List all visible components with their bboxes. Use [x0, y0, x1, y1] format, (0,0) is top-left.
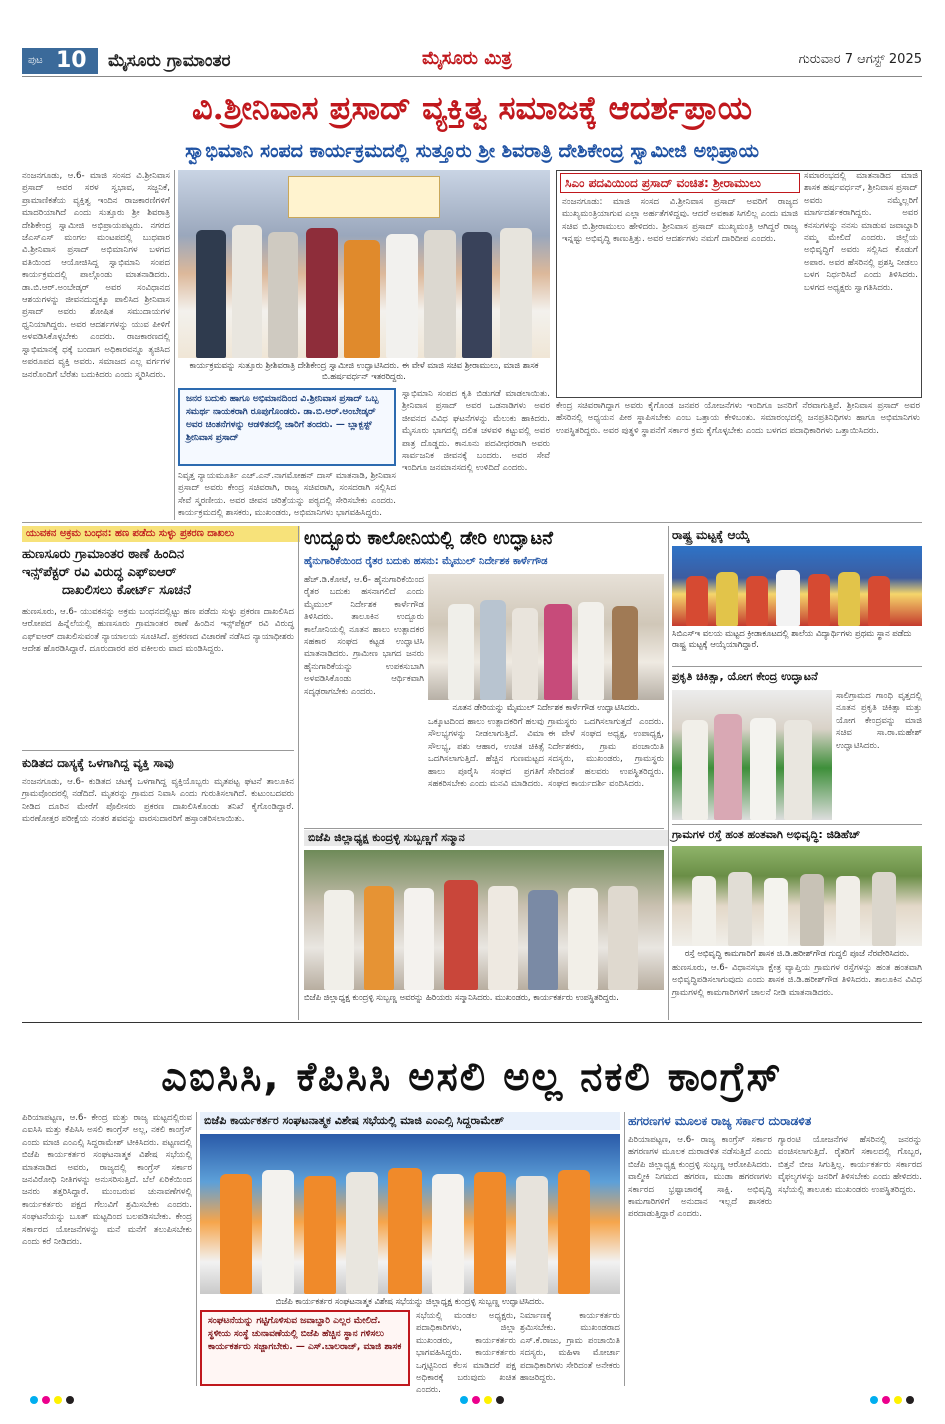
photo-person [714, 714, 742, 820]
cyan-dot [30, 1396, 38, 1404]
dairy-text-3: ಗ್ರಾಮಸ್ಥರು ಒದಗಿಸಲಾಗುತ್ತದೆ ಎಂದರು. ಈ ವೇಳೆ ಸಂಘದ ಅಧ್ಯಕ್ಷ, ಉಪಾಧ್ಯಕ್ಷ, ನಿರ್ದೇಶಕರು, ಗ್ರಾಮ ಪಂಚಾಯಿತಿ ಸದಸ್ಯರು, ಮುಖಂಡರು, ಗ್ರಾಮಸ್ಥರು ಸೇರಿದಂತೆ ಹಲವರು ಉಪಸ್ಥಿತರಿದ್ದರು. ಸಂಘದ ಕಾರ್ಯದರ್ಶಿ ವಂದಿಸಿದರು. [548, 717, 664, 790]
column-rule [298, 526, 299, 1020]
photo-person [516, 1176, 548, 1294]
lead-subheadline: ಸ್ವಾಭಿಮಾನಿ ಸಂಪದ ಕಾರ್ಯಕ್ರಮದಲ್ಲಿ ಸುತ್ತೂರು ಶ್ರೀ ಶಿವರಾತ್ರಿ ದೇಶಿಕೇಂದ್ರ ಸ್ವಾಮೀಜಿ ಅಭಿಪ್ರಾಯ [185, 140, 759, 162]
photo-person [784, 720, 812, 820]
column-rule [174, 170, 175, 520]
issue-date: ಗುರುವಾರ 7 ಆಗಸ್ಟ್ 2025 [798, 52, 922, 67]
photo-person [608, 886, 638, 990]
side-box-text: ನಂಜನಗೂಡು: ಮಾಜಿ ಸಂಸದ ವಿ.ಶ್ರೀನಿವಾಸ ಪ್ರಸಾದ್ ಅವರಿಗೆ ರಾಜ್ಯದ ಮುಖ್ಯಮಂತ್ರಿಯಾಗುವ ಎಲ್ಲಾ ಅರ್ಹತೆಗಳಿದ್ದವು. ಆದರೆ ಅವಕಾಶ ಸಿಗಲಿಲ್ಲ ಎಂದು ಮಾಜಿ ಸಚಿವ ಬಿ.ಶ್ರೀರಾಮುಲು ಹೇಳಿದರು. ಶ್ರೀನಿವಾಸ ಪ್ರಸಾದ್ ಮುಖ್ಯಮಂತ್ರಿ ಆಗಿದ್ದರೆ ರಾಜ್ಯ ಇನ್ನಷ್ಟು ಅಭಿವೃದ್ಧಿ ಕಾಣುತ್ತಿತ್ತು. ಅವರ ಆದರ್ಶಗಳು ನಮಗೆ ದಾರಿದೀಪ ಎಂದರು. [562, 197, 798, 245]
photo-person [388, 1168, 422, 1294]
scam-text-1: ಪಿರಿಯಾಪಟ್ಟಣ, ಆ.6- ರಾಜ್ಯ ಕಾಂಗ್ರೆಸ್ ಸರ್ಕಾರ ಹಗರಣಗಳ ಮೂಲಕ ದುರಾಡಳಿತ ನಡೆಸುತ್ತಿದೆ ಎಂದು ಬಿಜೆಪಿ ಜಿಲ್ಲಾಧ್ಯಕ್ಷ ಕುಂದ್ರಳ್ಳಿ ಸುಬ್ಬಣ್ಣ ಆರೋಪಿಸಿದರು. ವಾಲ್ಮೀಕಿ ನಿಗಮದ ಹಗರಣ, ಮುಡಾ ಹಗರಣಗಳು ಸರ್ಕಾರದ ಭ್ರಷ್ಟಾಚಾರಕ್ಕೆ ಸಾಕ್ಷಿ. ಅಭಿವೃದ್ಧಿ ಕಾಮಗಾರಿಗಳಿಗೆ ಅನುದಾನ ಇಲ್ಲದೆ ಶಾಸಕರು ಪರದಾಡುತ್ತಿದ್ದಾರೆ ಎಂದರು. [628, 1135, 772, 1220]
scam-headline: ಹಗರಣಗಳ ಮೂಲಕ ರಾಜ್ಯ ಸರ್ಕಾರ ದುರಾಡಳಿತ [628, 1114, 812, 1128]
page-number: 10 [56, 48, 87, 73]
lead-column-5: ಸಮಾರಂಭದಲ್ಲಿ ಮಾತನಾಡಿದ ಮಾಜಿ ಶಾಸಕ ಹರ್ಷವರ್ಧನ್, ಶ್ರೀನಿವಾಸ ಪ್ರಸಾದ್ ಅವರು ನಮ್ಮೆಲ್ಲರಿಗೆ ಮಾರ್ಗದರ್ಶಕರಾಗಿದ್ದರು. ಅವರ ಕನಸುಗಳನ್ನು ನನಸು ಮಾಡುವ ಜವಾಬ್ದಾರಿ ನಮ್ಮ ಮೇಲಿದೆ ಎಂದರು. ಜಿಲ್ಲೆಯ ಅಭಿವೃದ್ಧಿಗೆ ಅವರು ಸಲ್ಲಿಸಿದ ಕೊಡುಗೆ ಅಪಾರ. ಅವರ ಹೆಸರಿನಲ್ಲಿ ಪ್ರಶಸ್ತಿ ನೀಡಲು ಬಳಗ ನಿರ್ಧರಿಸಿದೆ ಎಂದು ತಿಳಿಸಿದರು. ಬಳಗದ ಅಧ್ಯಕ್ಷರು ಸ್ವಾಗತಿಸಿದರು. [804, 171, 918, 293]
section-rule [304, 828, 664, 829]
black-dot [906, 1396, 914, 1404]
photo-person [432, 1174, 464, 1294]
death-text: ನಂಜನಗೂಡು, ಆ.6- ಕುಡಿತದ ಚಟಕ್ಕೆ ಒಳಗಾಗಿದ್ದ ವ್ಯಕ್ತಿಯೊಬ್ಬರು ಮೃತಪಟ್ಟ ಘಟನೆ ತಾಲೂಕಿನ ಗ್ರಾಮವೊಂದರಲ್ಲಿ ನಡೆದಿದೆ. ಮೃತರನ್ನು ಗ್ರಾಮದ ನಿವಾಸಿ ಎಂದು ಗುರುತಿಸಲಾಗಿದೆ. ಕುಟುಂಬದವರು ನೀಡಿದ ದೂರಿನ ಮೇರೆಗೆ ಪೊಲೀಸರು ಪ್ರಕರಣ ದಾಖಲಿಸಿಕೊಂಡು ತನಿಖೆ ಕೈಗೊಂಡಿದ್ದಾರೆ. ಮರಣೋತ್ತರ ಪರೀಕ್ಷೆಯ ನಂತರ ಶವವನ್ನು ವಾರಸುದಾರರಿಗೆ ಹಸ್ತಾಂತರಿಸಲಾಯಿತು. [22, 777, 294, 825]
death-headline: ಕುಡಿತದ ದಾಸ್ಯಕ್ಕೆ ಒಳಗಾಗಿದ್ದ ವ್ಯಕ್ತಿ ಸಾವು [22, 756, 174, 770]
road-photo [672, 846, 922, 946]
black-dot [496, 1396, 504, 1404]
road-text: ಹುಣಸೂರು, ಆ.6- ವಿಧಾನಸಭಾ ಕ್ಷೇತ್ರ ವ್ಯಾಪ್ತಿಯ ಗ್ರಾಮಗಳ ರಸ್ತೆಗಳನ್ನು ಹಂತ ಹಂತವಾಗಿ ಅಭಿವೃದ್ಧಿಪಡಿಸಲಾಗುವುದು ಎಂದು ಶಾಸಕ ಜಿ.ಡಿ.ಹರೀಶ್‌ಗೌಡ ತಿಳಿಸಿದರು. ತಾಲೂಕಿನ ವಿವಿಧ ಗ್ರಾಮಗಳಲ್ಲಿ ಕಾಮಗಾರಿಗಳಿಗೆ ಚಾಲನೆ ನೀಡಿ ಮಾತನಾಡಿದರು. [672, 963, 922, 998]
photo-person [836, 876, 860, 946]
lead-photo [178, 170, 550, 358]
yellow-dot [894, 1396, 902, 1404]
photo-person [346, 1172, 378, 1294]
photo-person [728, 872, 752, 946]
section-title: ಮೈಸೂರು ಗ್ರಾಮಾಂತರ [108, 51, 231, 71]
photo-person [448, 604, 474, 700]
photo-person [808, 574, 830, 626]
photo-person [746, 576, 768, 626]
photo-person [474, 1172, 506, 1294]
congress-headline: ಎಐಸಿಸಿ, ಕೆಪಿಸಿಸಿ ಅಸಲಿ ಅಲ್ಲ ನಕಲಿ ಕಾಂಗ್ರೆಸ್ [161, 1054, 783, 1100]
photo-person [764, 878, 788, 946]
crime-headline-1: ಹುಣಸೂರು ಗ್ರಾಮಾಂತರ ಠಾಣೆ ಹಿಂದಿನ [22, 547, 185, 562]
photo-person [716, 572, 738, 626]
magenta-dot [882, 1396, 890, 1404]
photo-person [344, 240, 380, 358]
photo-person [578, 602, 604, 700]
dairy-photo [428, 574, 664, 700]
congress-column-3: ನಿರ್ಮಾಣಕ್ಕೆ ಕಾರ್ಯಕರ್ತರು ಶ್ರಮಿಸಬೇಕು. ಮುಖಂಡರಾದ ಎಸ್.ಕೆ.ರಾಜು, ಗ್ರಾಮ ಪಂಚಾಯಿತಿ ಸದಸ್ಯರು, ಮಹಿಳಾ ಮೋರ್ಚಾ ಪದಾಧಿಕಾರಿಗಳು ಸೇರಿದಂತೆ ಅನೇಕರು ಹಾಜರಿದ್ದರು. [520, 1311, 620, 1384]
photo-person [512, 608, 538, 700]
column-rule [668, 526, 669, 1020]
lead-headline: ವಿ.ಶ್ರೀನಿವಾಸ ಪ್ರಸಾದ್ ವ್ಯಕ್ತಿತ್ವ ಸಮಾಜಕ್ಕೆ ಆದರ್ಶಪ್ರಾಯ [191, 89, 753, 127]
stage-banner [288, 176, 440, 218]
photo-person [268, 232, 298, 358]
page-word: ಪುಟ [28, 55, 43, 66]
photo-person [776, 570, 800, 626]
dairy-photo-caption: ನೂತನ ಡೇರಿಯನ್ನು ಮೈಮುಲ್ ನಿರ್ದೇಶಕ ಕಾರ್ಳೆಗೌಡ ಉದ್ಘಾಟಿಸಿದರು. [452, 702, 640, 712]
section-rule [22, 750, 294, 751]
photo-person [424, 230, 456, 358]
scam-text-2: ಗ್ಯಾರಂಟಿ ಯೋಜನೆಗಳ ಹೆಸರಿನಲ್ಲಿ ಜನರನ್ನು ವಂಚಿಸಲಾಗುತ್ತಿದೆ. ರೈತರಿಗೆ ಸಕಾಲದಲ್ಲಿ ಗೊಬ್ಬರ, ಬಿತ್ತನೆ ಬೀಜ ಸಿಗುತ್ತಿಲ್ಲ. ಕಾರ್ಯಕರ್ತರು ಸರ್ಕಾರದ ವೈಫಲ್ಯಗಳನ್ನು ಜನರಿಗೆ ತಿಳಿಸಬೇಕು ಎಂದು ಹೇಳಿದರು. ಸಭೆಯಲ್ಲಿ ತಾಲೂಕು ಮುಖಂಡರು ಉಪಸ್ಥಿತರಿದ್ದರು. [778, 1135, 922, 1195]
photo-person [220, 1174, 252, 1294]
photo-person [386, 234, 418, 358]
photo-person [500, 228, 532, 358]
magenta-dot [472, 1396, 480, 1404]
photo-person [404, 888, 434, 990]
black-dot [66, 1396, 74, 1404]
photo-person [196, 230, 226, 358]
photo-person [444, 880, 478, 990]
column-rule [624, 1112, 625, 1386]
sports-headline: ರಾಷ್ಟ್ರ ಮಟ್ಟಕ್ಕೆ ಆಯ್ಕೆ [672, 528, 750, 542]
congress-quote: ಸಂಘಟನೆಯನ್ನು ಗಟ್ಟಿಗೊಳಿಸುವ ಜವಾಬ್ದಾರಿ ಎಲ್ಲರ ಮೇಲಿದೆ. ಸ್ಥಳೀಯ ಸಂಸ್ಥೆ ಚುನಾವಣೆಯಲ್ಲಿ ಬಿಜೆಪಿ ಹೆಚ್ಚಿನ ಸ್ಥಾನ ಗಳಿಸಲು ಕಾರ್ಯಕರ್ತರು ಸಜ್ಜಾಗಬೇಕು. — ಎಸ್.ಬಾಲರಾಜ್, ಮಾಜಿ ಶಾಸಕ [200, 1310, 410, 1386]
column-rule [196, 1112, 197, 1386]
photo-person [544, 604, 572, 700]
congress-subheadline: ಬಿಜೆಪಿ ಕಾರ್ಯಕರ್ತರ ಸಂಘಟನಾತ್ಮಕ ವಿಶೇಷ ಸಭೆಯಲ್ಲಿ ಮಾಜಿ ಎಂಎಲ್ಸಿ ಸಿದ್ದರಾಮೇಶ್ [200, 1112, 620, 1130]
lead-quote: ಜನರ ಬದುಕು ಹಾಗೂ ಅಭಿಮಾನದಿಂದ ವಿ.ಶ್ರೀನಿವಾಸ ಪ್ರಸಾದ್ ಒಬ್ಬ ಸಮರ್ಥ ನಾಯಕರಾಗಿ ರೂಪುಗೊಂಡರು. ಡಾ.ಬಿ.ಆರ್.ಅಂಬೇಡ್ಕರ್ ಅವರ ಚಿಂತನೆಗಳನ್ನು ಆಡಳಿತದಲ್ಲಿ ಜಾರಿಗೆ ತಂದರು. — ಬ್ಲಾಕ್ಬಸ್ಟ್ ಶ್ರೀನಿವಾಸ ಪ್ರಸಾದ್ [178, 388, 396, 466]
magenta-dot [42, 1396, 50, 1404]
section-rule [672, 666, 922, 667]
yoga-text: ಸಾಲಿಗ್ರಾಮದ ಗಾಂಧಿ ವೃತ್ತದಲ್ಲಿ ನೂತನ ಪ್ರಕೃತಿ ಚಿಕಿತ್ಸಾ ಮತ್ತು ಯೋಗ ಕೇಂದ್ರವನ್ನು ಮಾಜಿ ಸಚಿವ ಸಾ.ರಾ.ಮಹೇಶ್ ಉದ್ಘಾಟಿಸಿದರು. [836, 691, 922, 751]
photo-person [480, 600, 506, 700]
newspaper-logo: ಮೈಸೂರು ಮಿತ್ರ [422, 48, 512, 69]
photo-person [612, 606, 638, 700]
photo-person [750, 718, 776, 820]
cyan-dot [460, 1396, 468, 1404]
photo-person [558, 1170, 590, 1294]
photo-person [364, 886, 394, 990]
photo-person [800, 874, 824, 946]
photo-person [838, 572, 860, 626]
section-rule [22, 522, 922, 523]
photo-person [304, 1176, 336, 1294]
photo-person [232, 225, 262, 358]
dairy-headline: ಉದ್ಬೂರು ಕಾಲೋನಿಯಲ್ಲಿ ಡೇರಿ ಉದ್ಘಾಟನೆ [304, 528, 553, 549]
section-rule [22, 1022, 922, 1023]
cyan-dot [870, 1396, 878, 1404]
lead-column-4: ಕೇಂದ್ರ ಸಚಿವರಾಗಿದ್ದಾಗ ಅವರು ಕೈಗೊಂಡ ಜನಪರ ಯೋಜನೆಗಳು ಇಂದಿಗೂ ಜನರಿಗೆ ನೆರವಾಗುತ್ತಿವೆ. ಶ್ರೀನಿವಾಸ ಪ್ರಸಾದ್ ಅವರ ಹೆಸರಿನಲ್ಲಿ ಅಧ್ಯಯನ ಪೀಠ ಸ್ಥಾಪಿಸಬೇಕು ಎಂಬ ಒತ್ತಾಯ ಕೇಳಿಬಂತು. ಸಮಾರಂಭದಲ್ಲಿ ಜನಪ್ರತಿನಿಧಿಗಳು ಹಾಗೂ ಅಭಿಮಾನಿಗಳು ಉಪಸ್ಥಿತರಿದ್ದರು. ಅವರ ಪುತ್ಥಳಿ ಸ್ಥಾಪನೆಗೆ ಸರ್ಕಾರ ಕ್ರಮ ಕೈಗೊಳ್ಳಬೇಕು ಎಂದು ಬಳಗದ ಪದಾಧಿಕಾರಿಗಳು ಒತ್ತಾಯಿಸಿದರು. [556, 401, 920, 436]
bjp-photo-caption: ಬಿಜೆಪಿ ಜಿಲ್ಲಾಧ್ಯಕ್ಷ ಕುಂದ್ರಳ್ಳಿ ಸುಬ್ಬಣ್ಣ ಅವರನ್ನು ಹಿರಿಯರು ಸನ್ಮಾನಿಸಿದರು. ಮುಖಂಡರು, ಕಾರ್ಯಕರ್ತರು ಉಪಸ್ಥಿತರಿದ್ದರು. [304, 992, 619, 1002]
page-number-tab [22, 48, 98, 74]
photo-person [692, 876, 716, 946]
print-registration-marks [0, 1396, 945, 1406]
photo-person [868, 576, 890, 626]
newspaper-page [22, 46, 922, 1396]
photo-person [324, 890, 354, 990]
page-header [22, 46, 922, 77]
lead-photo-caption: ಕಾರ್ಯಕ್ರಮವನ್ನು ಸುತ್ತೂರು ಶ್ರೀಶಿವರಾತ್ರಿ ದೇಶಿಕೇಂದ್ರ ಸ್ವಾಮೀಜಿ ಉದ್ಘಾಟಿಸಿದರು. ಈ ವೇಳೆ ಮಾಜಿ ಸಚಿವ ಶ್ರೀರಾಮುಲು, ಮಾಜಿ ಶಾಸಕ ಬಿ.ಹರ್ಷವರ್ಧನ್ ಇತರರಿದ್ದರು. [189, 360, 539, 381]
congress-photo-caption: ಬಿಜೆಪಿ ಕಾರ್ಯಕರ್ತರ ಸಂಘಟನಾತ್ಮಕ ವಿಶೇಷ ಸಭೆಯನ್ನು ಜಿಲ್ಲಾಧ್ಯಕ್ಷ ಕುಂದ್ರಳ್ಳಿ ಸುಬ್ಬಣ್ಣ ಉದ್ಘಾಟಿಸಿದರು. [275, 1296, 545, 1306]
crime-headline-3: ದಾಖಲಿಸಲು ಕೋರ್ಟ್ ಸೂಚನೆ [62, 583, 191, 598]
photo-person [682, 720, 708, 820]
bjp-headline: ಬಿಜೆಪಿ ಜಿಲ್ಲಾಧ್ಯಕ್ಷ ಕುಂದ್ರಳ್ಳಿ ಸುಬ್ಬಣ್ಣಗೆ ಸನ್ಮಾನ [304, 830, 668, 846]
photo-person [488, 886, 518, 990]
dairy-text-2: ಒಕ್ಕೂಟದಿಂದ ಹಾಲು ಉತ್ಪಾದಕರಿಗೆ ಹಲವು ಸೌಲಭ್ಯಗಳನ್ನು ನೀಡಲಾಗುತ್ತಿದೆ. ವಿಮಾ ಸೌಲಭ್ಯ, ಪಶು ಆಹಾರ, ಉಚಿತ ಚಿಕಿತ್ಸೆ ಒದಗಿಸಲಾಗುತ್ತಿದೆ. ಹೆಚ್ಚಿನ ಗುಣಮಟ್ಟದ ಹಾಲು ಪೂರೈಸಿ ಸಂಘದ ಪ್ರಗತಿಗೆ ಸಹಕರಿಸಬೇಕು ಎಂದು ಮನವಿ ಮಾಡಿದರು. [428, 717, 544, 790]
bjp-photo [304, 850, 664, 990]
dairy-subheadline: ಹೈನುಗಾರಿಕೆಯಿಂದ ರೈತರ ಬದುಕು ಹಸನು: ಮೈಮುಲ್ ನಿರ್ದೇಶಕ ಕಾರ್ಳೆಗೌಡ [304, 556, 548, 567]
photo-person [686, 576, 708, 626]
photo-person [306, 228, 338, 358]
yoga-photo [672, 690, 832, 820]
section-rule [672, 824, 922, 825]
photo-person [528, 890, 558, 990]
congress-column-1: ಪಿರಿಯಾಪಟ್ಟಣ, ಆ.6- ಕೇಂದ್ರ ಮತ್ತು ರಾಜ್ಯ ಮಟ್ಟದಲ್ಲಿರುವ ಎಐಸಿಸಿ ಮತ್ತು ಕೆಪಿಸಿಸಿ ಅಸಲಿ ಕಾಂಗ್ರೆಸ್ ಅಲ್ಲ, ನಕಲಿ ಕಾಂಗ್ರೆಸ್ ಎಂದು ಮಾಜಿ ಎಂಎಲ್ಸಿ ಸಿದ್ದರಾಮೇಶ್ ಟೀಕಿಸಿದರು. ಪಟ್ಟಣದಲ್ಲಿ ಬಿಜೆಪಿ ಕಾರ್ಯಕರ್ತರ ಸಂಘಟನಾತ್ಮಕ ವಿಶೇಷ ಸಭೆಯಲ್ಲಿ ಮಾತನಾಡಿದ ಅವರು, ರಾಜ್ಯದಲ್ಲಿ ಕಾಂಗ್ರೆಸ್ ಸರ್ಕಾರ ಜನವಿರೋಧಿ ನೀತಿಗಳನ್ನು ಅನುಸರಿಸುತ್ತಿದೆ. ಬೆಲೆ ಏರಿಕೆಯಿಂದ ಜನರು ತತ್ತರಿಸಿದ್ದಾರೆ. ಮುಂಬರುವ ಚುನಾವಣೆಗಳಲ್ಲಿ ಕಾರ್ಯಕರ್ತರು ಪಕ್ಷದ ಗೆಲುವಿಗೆ ಶ್ರಮಿಸಬೇಕು ಎಂದರು. ಸಂಘಟನೆಯನ್ನು ಬೂತ್ ಮಟ್ಟದಿಂದ ಬಲಪಡಿಸಬೇಕು. ಕೇಂದ್ರ ಸರ್ಕಾರದ ಯೋಜನೆಗಳನ್ನು ಮನೆ ಮನೆಗೆ ತಲುಪಿಸಬೇಕು ಎಂದು ಕರೆ ನೀಡಿದರು. [22, 1113, 192, 1248]
side-box-title: ಸಿಎಂ ಪದವಿಯಿಂದ ಪ್ರಸಾದ್ ವಂಚಿತ: ಶ್ರೀರಾಮುಲು [560, 173, 800, 193]
congress-photo [200, 1134, 620, 1294]
yellow-dot [54, 1396, 62, 1404]
photo-person [262, 1170, 294, 1294]
photo-person [568, 888, 598, 990]
road-caption: ರಸ್ತೆ ಅಭಿವೃದ್ಧಿ ಕಾಮಗಾರಿಗೆ ಶಾಸಕ ಜಿ.ಡಿ.ಹರೀಶ್‌ಗೌಡ ಗುದ್ದಲಿ ಪೂಜೆ ನೆರವೇರಿಸಿದರು. [684, 948, 910, 958]
photo-person [462, 232, 492, 358]
congress-column-2: ಸಭೆಯಲ್ಲಿ ಮಂಡಲ ಅಧ್ಯಕ್ಷರು, ಪದಾಧಿಕಾರಿಗಳು, ಜಿಲ್ಲಾ ಮುಖಂಡರು, ಕಾರ್ಯಕರ್ತರು ಭಾಗವಹಿಸಿದ್ದರು. ಕಾರ್ಯಕರ್ತರು ಒಗ್ಗಟ್ಟಿನಿಂದ ಕೆಲಸ ಮಾಡಿದರೆ ಪಕ್ಷ ಅಧಿಕಾರಕ್ಕೆ ಬರುವುದು ಖಚಿತ ಎಂದರು. [416, 1311, 516, 1396]
yoga-headline: ಪ್ರಕೃತಿ ಚಿಕಿತ್ಸಾ, ಯೋಗ ಕೇಂದ್ರ ಉದ್ಘಾಟನೆ [672, 670, 818, 683]
lead-column-1: ನಂಜನಗೂಡು, ಆ.6- ಮಾಜಿ ಸಂಸದ ವಿ.ಶ್ರೀನಿವಾಸ ಪ್ರಸಾದ್ ಅವರ ಸರಳ ಸ್ವಭಾವ, ಸಜ್ಜನಿಕೆ, ಪ್ರಾಮಾಣಿಕತೆಯ ವ್ಯಕ್ತಿತ್ವ ಇಂದಿನ ರಾಜಕಾರಣಿಗಳಿಗೆ ಮಾದರಿಯಾಗಿದೆ ಎಂದು ಸುತ್ತೂರು ಶ್ರೀ ಶಿವರಾತ್ರಿ ದೇಶಿಕೇಂದ್ರ ಸ್ವಾಮೀಜಿ ಅಭಿಪ್ರಾಯಪಟ್ಟರು. ನಗರದ ಜೆಎಸ್‌ಎಸ್ ಮಂಗಲ ಮಂಟಪದಲ್ಲಿ ಬುಧವಾರ ವಿ.ಶ್ರೀನಿವಾಸ ಪ್ರಸಾದ್ ಅಭಿಮಾನಿಗಳ ಬಳಗದ ವತಿಯಿಂದ ಆಯೋಜಿಸಿದ್ದ ಸ್ವಾಭಿಮಾನಿ ಸಂಪದ ಕಾರ್ಯಕ್ರಮದಲ್ಲಿ ಪಾಲ್ಗೊಂಡು ಮಾತನಾಡಿದರು. ಡಾ.ಬಿ.ಆರ್.ಅಂಬೇಡ್ಕರ್ ಅವರ ಸಂವಿಧಾನದ ಆಶಯಗಳನ್ನು ಜೀವನದುದ್ದಕ್ಕೂ ಪಾಲಿಸಿದ ಶ್ರೀನಿವಾಸ ಪ್ರಸಾದ್ ಅವರು ಶೋಷಿತ ಸಮುದಾಯಗಳ ಧ್ವನಿಯಾಗಿದ್ದರು. ಅವರ ಆದರ್ಶಗಳನ್ನು ಯುವ ಪೀಳಿಗೆ ಅಳವಡಿಸಿಕೊಳ್ಳಬೇಕು ಎಂದರು. ರಾಜಕಾರಣದಲ್ಲಿ ಸ್ವಾಭಿಮಾನಕ್ಕೆ ಧಕ್ಕೆ ಬಂದಾಗ ಅಧಿಕಾರವನ್ನೂ ತ್ಯಜಿಸಿದ ಅಪರೂಪದ ವ್ಯಕ್ತಿ ಅವರು. ಸಮಾಜದ ಎಲ್ಲ ವರ್ಗಗಳ ಜನರೊಂದಿಗೆ ಬೆರೆತು ಬದುಕಿದರು ಎಂದು ಸ್ಮರಿಸಿದರು. [22, 171, 170, 380]
road-headline: ಗ್ರಾಮಗಳ ರಸ್ತೆ ಹಂತ ಹಂತವಾಗಿ ಅಭಿವೃದ್ಧಿ: ಜಿಡಿಹೆಚ್ [672, 828, 861, 841]
sports-caption: ಸಿಬಿಎಸ್‌ಇ ವಲಯ ಮಟ್ಟದ ಕ್ರೀಡಾಕೂಟದಲ್ಲಿ ಶಾಲೆಯ ವಿದ್ಯಾರ್ಥಿಗಳು ಪ್ರಥಮ ಸ್ಥಾನ ಪಡೆದು ರಾಷ್ಟ್ರ ಮಟ್ಟಕ್ಕೆ ಆಯ್ಕೆಯಾಗಿದ್ದಾರೆ. [672, 628, 912, 649]
crime-headline-2: ಇನ್ಸ್‌ಪೆಕ್ಟರ್ ರವಿ ವಿರುದ್ಧ ಎಫ್‌ಐಆರ್ [22, 565, 177, 580]
sports-photo [672, 546, 922, 626]
lead-column-2: ನಿವೃತ್ತ ನ್ಯಾಯಮೂರ್ತಿ ಎಚ್.ಎನ್.ನಾಗಮೋಹನ್ ದಾಸ್ ಮಾತನಾಡಿ, ಶ್ರೀನಿವಾಸ ಪ್ರಸಾದ್ ಅವರು ಕೇಂದ್ರ ಸಚಿವರಾಗಿ, ರಾಜ್ಯ ಸಚಿವರಾಗಿ, ಸಂಸದರಾಗಿ ಸಲ್ಲಿಸಿದ ಸೇವೆ ಸ್ಮರಣೀಯ. ಅವರ ಜೀವನ ಚರಿತ್ರೆಯನ್ನು ಪಠ್ಯದಲ್ಲಿ ಸೇರಿಸಬೇಕು ಎಂದರು. ಕಾರ್ಯಕ್ರಮದಲ್ಲಿ ಶಾಸಕರು, ಮುಖಂಡರು, ಅಭಿಮಾನಿಗಳು ಭಾಗವಹಿಸಿದ್ದರು. [178, 471, 396, 519]
crime-tag: ಯುವಕನ ಅಕ್ರಮ ಬಂಧನ: ಹಣ ಪಡೆದು ಸುಳ್ಳು ಪ್ರಕರಣ ದಾಖಲು [22, 526, 300, 542]
yellow-dot [484, 1396, 492, 1404]
dairy-text-1: ಹೆಚ್.ಡಿ.ಕೋಟೆ, ಆ.6- ಹೈನುಗಾರಿಕೆಯಿಂದ ರೈತರ ಬದುಕು ಹಸನಾಗಲಿದೆ ಎಂದು ಮೈಮುಲ್ ನಿರ್ದೇಶಕ ಕಾರ್ಳೆಗೌಡ ತಿಳಿಸಿದರು. ತಾಲೂಕಿನ ಉದ್ಬೂರು ಕಾಲೋನಿಯಲ್ಲಿ ನೂತನ ಹಾಲು ಉತ್ಪಾದಕರ ಸಹಕಾರ ಸಂಘದ ಕಟ್ಟಡ ಉದ್ಘಾಟಿಸಿ ಮಾತನಾಡಿದರು. ಗ್ರಾಮೀಣ ಭಾಗದ ಜನರು ಹೈನುಗಾರಿಕೆಯನ್ನು ಉಪಕಸುಬಾಗಿ ಅಳವಡಿಸಿಕೊಂಡು ಆರ್ಥಿಕವಾಗಿ ಸದೃಢರಾಗಬೇಕು ಎಂದರು. [304, 575, 424, 697]
photo-person [872, 872, 896, 946]
lead-column-3: ಸ್ವಾಭಿಮಾನಿ ಸಂಪದ ಕೃತಿ ಬಿಡುಗಡೆ ಮಾಡಲಾಯಿತು. ಶ್ರೀನಿವಾಸ ಪ್ರಸಾದ್ ಅವರ ಒಡನಾಡಿಗಳು ಅವರ ಜೀವನದ ವಿವಿಧ ಘಟನೆಗಳನ್ನು ಮೆಲುಕು ಹಾಕಿದರು. ಮೈಸೂರು ಭಾಗದಲ್ಲಿ ದಲಿತ ಚಳವಳಿ ಕಟ್ಟುವಲ್ಲಿ ಅವರ ಪಾತ್ರ ದೊಡ್ಡದು. ಕಾನೂನು ಪದವೀಧರರಾಗಿ ಅವರು ಸಾರ್ವಜನಿಕ ಜೀವನಕ್ಕೆ ಬಂದರು. ಅವರ ಸೇವೆ ಇಂದಿಗೂ ಜನಮಾನಸದಲ್ಲಿ ಉಳಿದಿದೆ ಎಂದರು. [402, 389, 550, 474]
crime-text: ಹುಣಸೂರು, ಆ.6- ಯುವಕನನ್ನು ಅಕ್ರಮ ಬಂಧನದಲ್ಲಿಟ್ಟು ಹಣ ಪಡೆದು ಸುಳ್ಳು ಪ್ರಕರಣ ದಾಖಲಿಸಿದ ಆರೋಪದ ಹಿನ್ನೆಲೆಯಲ್ಲಿ ಹುಣಸೂರು ಗ್ರಾಮಾಂತರ ಠಾಣೆ ಹಿಂದಿನ ಇನ್ಸ್‌ಪೆಕ್ಟರ್ ರವಿ ವಿರುದ್ಧ ಎಫ್‌ಐಆರ್ ದಾಖಲಿಸುವಂತೆ ನ್ಯಾಯಾಲಯ ಸೂಚಿಸಿದೆ. ಪ್ರಕರಣದ ವಿಚಾರಣೆ ನಡೆಸಿದ ನ್ಯಾಯಾಧೀಶರು ಆದೇಶ ಹೊರಡಿಸಿದ್ದಾರೆ. ದೂರುದಾರರ ಪರ ವಕೀಲರು ವಾದ ಮಂಡಿಸಿದ್ದರು. [22, 607, 294, 655]
